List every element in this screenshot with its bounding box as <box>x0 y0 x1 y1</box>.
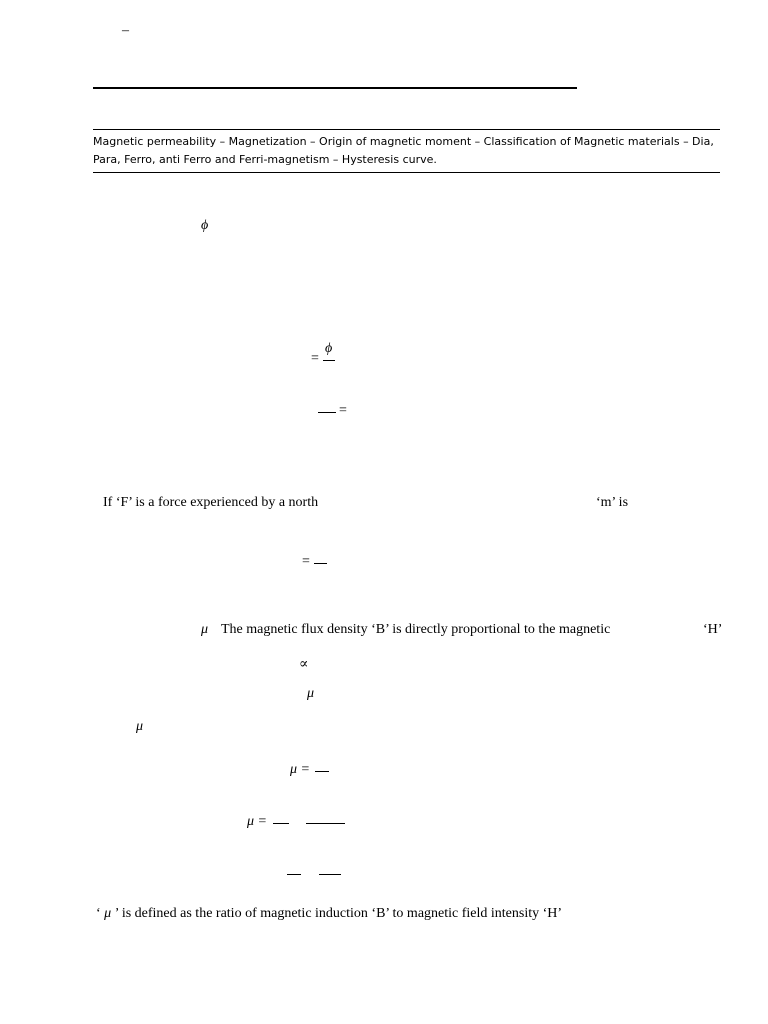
fraction-bar <box>315 771 329 772</box>
fraction-bar <box>319 874 341 875</box>
force-sentence: If ‘F’ is a force experienced by a north <box>103 495 319 510</box>
field-intensity-H: ‘H’ <box>703 622 723 637</box>
header-dash: – <box>122 23 129 38</box>
fraction-bar <box>306 823 345 824</box>
definition-text: ’ is defined as the ratio of magnetic induction ‘B’ to magnetic field intensity ‘H’ <box>111 906 563 921</box>
mu-equation: μ = <box>247 814 267 829</box>
permeability-definition <box>96 906 562 922</box>
mu-symbol: μ <box>307 686 315 701</box>
fraction-bar <box>318 412 336 413</box>
syllabus-line-2: Para, Ferro, anti Ferro and Ferri-magnetism – Hysteresis curve. <box>93 153 437 166</box>
mu-symbol: μ <box>104 906 112 921</box>
equals-sign: = <box>302 554 310 569</box>
fraction-bar <box>273 823 289 824</box>
syllabus-top-rule <box>93 129 720 130</box>
mu-equation: μ = <box>290 762 310 777</box>
mu-symbol: μ <box>201 622 209 637</box>
equals-sign: = <box>339 403 347 418</box>
phi-symbol: ϕ <box>201 218 209 233</box>
fraction-bar <box>314 563 327 564</box>
proportional-symbol: ∝ <box>299 657 309 672</box>
fraction-bar <box>287 874 301 875</box>
mu-symbol: μ <box>136 719 144 734</box>
syllabus-bottom-rule <box>93 172 720 173</box>
open-quote: ‘ <box>96 906 105 921</box>
force-sentence-m: ‘m’ is <box>596 495 629 510</box>
syllabus-line-1: Magnetic permeability – Magnetization – Origin of magnetic moment – Classification of Magnetic materials – Dia, <box>93 135 714 148</box>
flux-density-sentence: The magnetic flux density ‘B’ is directly proportional to the magnetic <box>221 622 611 637</box>
equals-sign: = <box>311 351 319 366</box>
fraction-bar <box>323 360 335 361</box>
phi-numerator: ϕ <box>325 341 333 356</box>
title-rule <box>93 87 577 89</box>
